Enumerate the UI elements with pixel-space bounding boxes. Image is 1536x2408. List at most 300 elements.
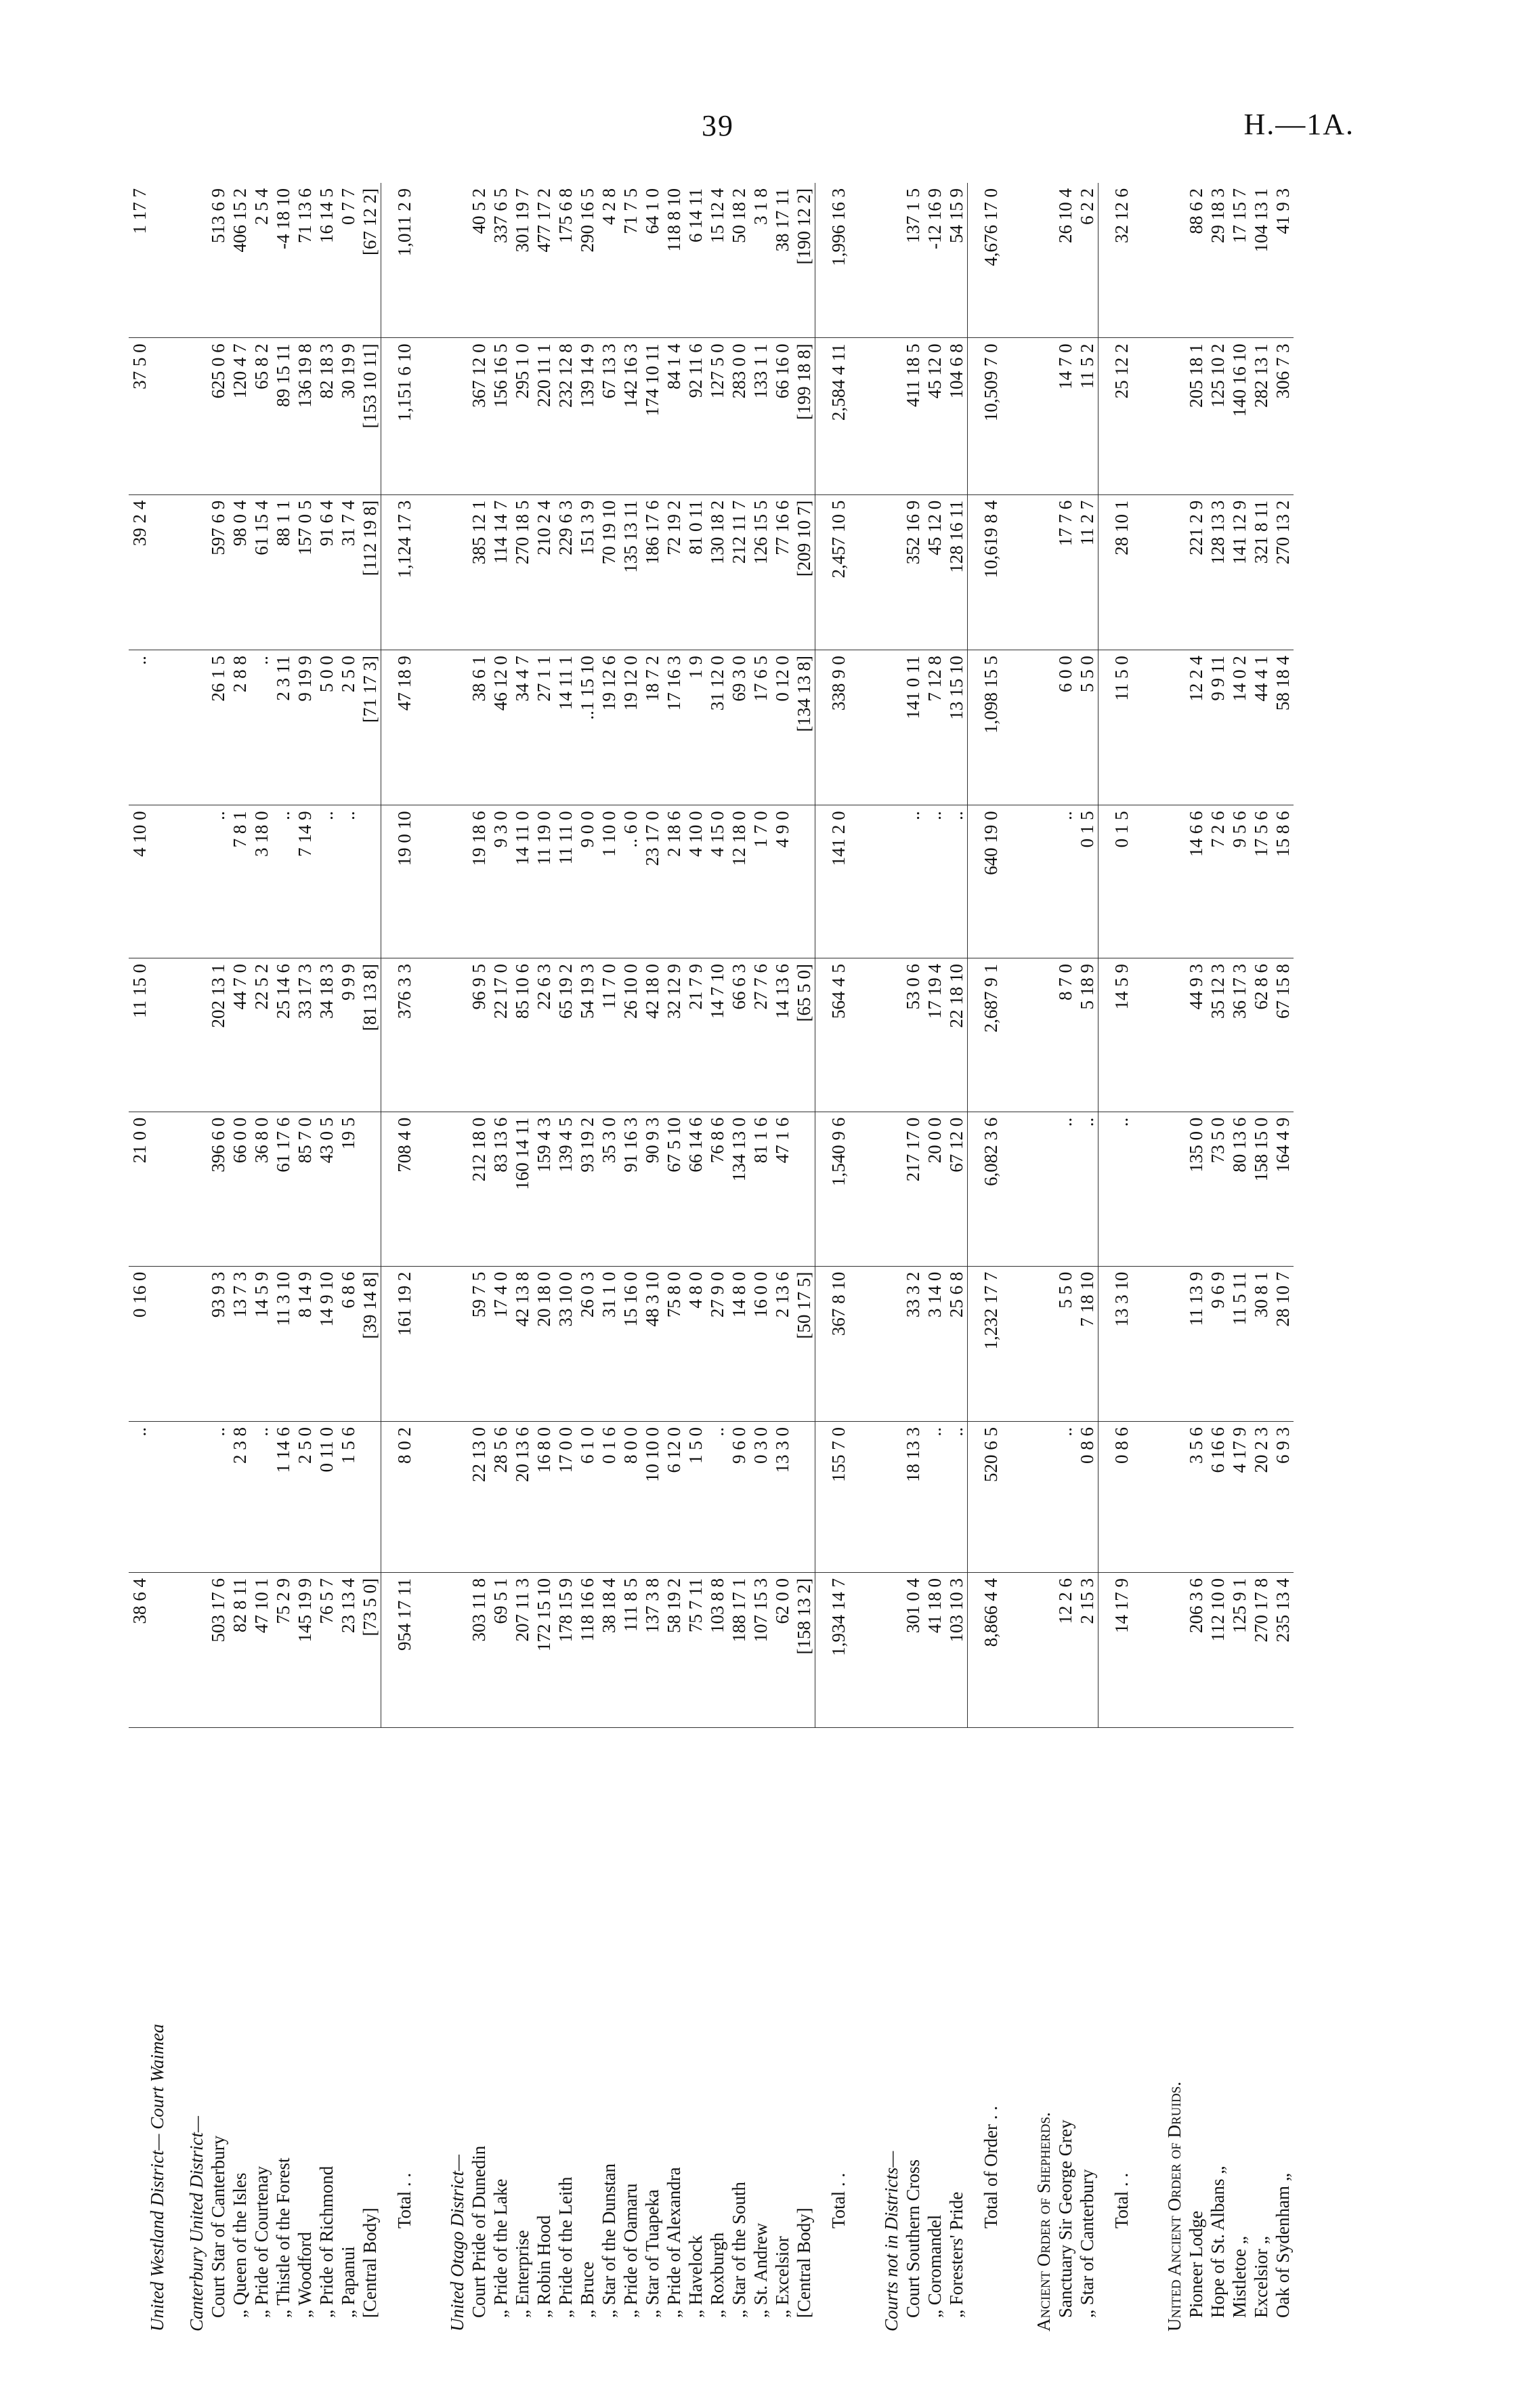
table-row <box>750 183 771 2337</box>
amount-cell: 477 17 2 <box>533 183 555 338</box>
amount-cell: 385 12 1 <box>468 494 490 650</box>
amount-cell: 2 13 6 <box>771 1266 793 1421</box>
amount-cell: 1,098 15 5 <box>968 650 1016 805</box>
amount-cell: 104 13 1 <box>1250 183 1272 338</box>
amount-cell: 134 13 0 <box>728 1112 750 1266</box>
amount-cell: 4,676 17 0 <box>968 183 1016 338</box>
amount-cell: 2 5 0 <box>337 650 359 805</box>
amount-cell: [50 17 5] <box>793 1266 815 1421</box>
amount-cell: 126 15 5 <box>750 494 771 650</box>
amount-cell: 0 1 6 <box>598 1422 620 1573</box>
amount-cell: 44 4 1 <box>1250 650 1272 805</box>
amount-cell: 32 12 6 <box>1098 183 1147 338</box>
amount-cell: 75 2 9 <box>272 1573 294 1728</box>
row-label: „ Pride of Alexandra <box>664 2167 684 2318</box>
amount-cell: 205 18 1 <box>1185 338 1207 494</box>
empty-cell <box>168 1112 207 1266</box>
amount-cell: 29 18 3 <box>1207 183 1229 338</box>
row-label: „ Papanui <box>338 2246 358 2318</box>
amount-cell: 210 2 4 <box>533 494 555 650</box>
amount-cell: 5 5 0 <box>1054 1266 1076 1421</box>
amount-cell: 10,509 7 0 <box>968 338 1016 494</box>
amount-cell: 7 18 10 <box>1076 1266 1098 1421</box>
row-label: „ Enterprise <box>512 2230 532 2318</box>
amount-cell: 47 18 9 <box>381 650 429 805</box>
amount-cell: 14 11 1 <box>555 650 576 805</box>
amount-cell: 8 7 0 <box>1054 958 1076 1112</box>
amount-cell: 9 0 0 <box>576 805 598 958</box>
amount-cell: .. <box>1076 1112 1098 1266</box>
amount-cell: 2 18 6 <box>663 805 685 958</box>
amount-cell: 137 1 5 <box>902 183 924 338</box>
amount-cell: 10,619 8 4 <box>968 494 1016 650</box>
amount-cell: 352 16 9 <box>902 494 924 650</box>
row-label: „ Star of Tuapeka <box>642 2189 662 2318</box>
amount-cell: 2,687 9 1 <box>968 958 1016 1112</box>
amount-cell: 81 1 6 <box>750 1112 771 1266</box>
amount-cell: [65 5 0] <box>793 958 815 1112</box>
amount-cell: 6 14 11 <box>685 183 706 338</box>
amount-cell: 1,011 2 9 <box>381 183 429 338</box>
empty-cell <box>429 1266 468 1421</box>
amount-cell: 270 13 2 <box>1272 494 1294 650</box>
amount-cell: 178 15 9 <box>555 1573 576 1728</box>
amount-cell <box>359 805 381 958</box>
row-label: „ Pride of Courtenay <box>251 2166 272 2318</box>
amount-cell: 14 9 10 <box>316 1266 337 1421</box>
table-row <box>337 183 359 2337</box>
amount-cell: 33 17 3 <box>294 958 316 1112</box>
amount-cell: .. <box>924 805 945 958</box>
amount-cell: 59 7 5 <box>468 1266 490 1421</box>
amount-cell: 22 5 2 <box>251 958 272 1112</box>
amount-cell: 104 6 8 <box>945 338 968 494</box>
empty-cell <box>863 1573 902 1728</box>
amount-cell: 303 11 8 <box>468 1573 490 1728</box>
amount-cell: 12 2 4 <box>1185 650 1207 805</box>
amount-cell: [153 10 11] <box>359 338 381 494</box>
page-number: 39 <box>702 109 734 142</box>
empty-cell <box>1015 1112 1054 1266</box>
amount-cell: 112 10 0 <box>1207 1573 1229 1728</box>
row-label: „ Queen of the Isles <box>230 2172 250 2318</box>
row-label: United Ancient Order of Druids. <box>1164 2082 1185 2331</box>
amount-cell: 85 10 6 <box>511 958 533 1112</box>
amount-cell: 6 9 3 <box>1272 1422 1294 1573</box>
table-row <box>207 183 229 2337</box>
amount-cell: 5 0 0 <box>316 650 337 805</box>
amount-cell: 14 17 9 <box>1098 1573 1147 1728</box>
amount-cell: 229 6 3 <box>555 494 576 650</box>
amount-cell: 120 4 7 <box>229 338 251 494</box>
amount-cell: 71 13 6 <box>294 183 316 338</box>
amount-cell: 54 19 3 <box>576 958 598 1112</box>
amount-cell: 15 12 4 <box>706 183 728 338</box>
amount-cell: 21 0 0 <box>129 1112 168 1266</box>
amount-cell: 20 2 3 <box>1250 1422 1272 1573</box>
empty-cell <box>863 650 902 805</box>
amount-cell: .. <box>316 805 337 958</box>
row-label: Oak of Sydenham „ <box>1273 2173 1293 2318</box>
amount-cell: 118 16 6 <box>576 1573 598 1728</box>
amount-cell: 26 10 4 <box>1054 183 1076 338</box>
amount-cell: .. <box>924 1422 945 1573</box>
amount-cell: 19 5 <box>337 1112 359 1266</box>
section-heading-row <box>863 183 902 2337</box>
empty-cell <box>168 1422 207 1573</box>
amount-cell: 33 10 0 <box>555 1266 576 1421</box>
row-label: [Central Body] <box>360 2208 380 2318</box>
empty-cell <box>168 958 207 1112</box>
amount-cell: 206 3 6 <box>1185 1573 1207 1728</box>
amount-cell: 30 19 9 <box>337 338 359 494</box>
amount-cell: 708 4 0 <box>381 1112 429 1266</box>
amount-cell: 140 16 10 <box>1229 338 1250 494</box>
empty-cell <box>1146 183 1185 338</box>
amount-cell: 135 0 0 <box>1185 1112 1207 1266</box>
amount-cell: 290 16 5 <box>576 183 598 338</box>
amount-cell: 188 17 1 <box>728 1573 750 1728</box>
amount-cell: 142 16 3 <box>620 338 641 494</box>
amount-cell: 43 0 5 <box>316 1112 337 1266</box>
amount-cell: 25 12 2 <box>1098 338 1147 494</box>
amount-cell: [71 17 3] <box>359 650 381 805</box>
row-label: Hope of St. Albans „ <box>1208 2166 1228 2318</box>
amount-cell: 1,540 9 6 <box>815 1112 863 1266</box>
table-row <box>1272 183 1294 2337</box>
empty-cell <box>1015 1573 1054 1728</box>
amount-cell: 161 19 2 <box>381 1266 429 1421</box>
row-label: United Westland District— Court Waimea <box>147 2023 167 2331</box>
amount-cell: [112 19 8] <box>359 494 381 650</box>
amount-cell: 22 18 10 <box>945 958 968 1112</box>
amount-cell: 6 2 2 <box>1076 183 1098 338</box>
amount-cell: 135 13 11 <box>620 494 641 650</box>
amount-cell: 82 8 11 <box>229 1573 251 1728</box>
amount-cell: 88 1 1 <box>272 494 294 650</box>
amount-cell: 9 5 6 <box>1229 805 1250 958</box>
amount-cell: 42 13 8 <box>511 1266 533 1421</box>
amount-cell: 9 19 9 <box>294 650 316 805</box>
amount-cell: 19 12 6 <box>598 650 620 805</box>
amount-cell: 9 9 11 <box>1207 650 1229 805</box>
amount-cell: 14 6 6 <box>1185 805 1207 958</box>
amount-cell: 40 5 2 <box>468 183 490 338</box>
table-row <box>229 183 251 2337</box>
empty-cell <box>1146 958 1185 1112</box>
amount-cell: 4 9 0 <box>771 805 793 958</box>
table-row <box>129 183 168 2337</box>
amount-cell: 136 19 8 <box>294 338 316 494</box>
empty-cell <box>168 1266 207 1421</box>
amount-cell: 0 1 5 <box>1076 805 1098 958</box>
amount-cell: 5 18 9 <box>1076 958 1098 1112</box>
amount-cell: 0 16 0 <box>129 1266 168 1421</box>
amount-cell: 0 8 6 <box>1076 1422 1098 1573</box>
table-row <box>924 183 945 2337</box>
table-row <box>251 183 272 2337</box>
amount-cell: 35 12 3 <box>1207 958 1229 1112</box>
row-label: Total . . <box>828 2172 849 2229</box>
amount-cell: 301 0 4 <box>902 1573 924 1728</box>
amount-cell: 0 11 0 <box>316 1422 337 1573</box>
amount-cell: 11 15 0 <box>129 958 168 1112</box>
amount-cell: 1 9 <box>685 650 706 805</box>
amount-cell: [73 5 0] <box>359 1573 381 1728</box>
empty-cell <box>863 1266 902 1421</box>
empty-cell <box>429 494 468 650</box>
amount-cell: 127 5 0 <box>706 338 728 494</box>
empty-cell <box>1146 1112 1185 1266</box>
amount-cell: 1 17 7 <box>129 183 168 338</box>
amount-cell: 2 3 8 <box>229 1422 251 1573</box>
amount-cell: 67 13 3 <box>598 338 620 494</box>
table-row <box>555 183 576 2337</box>
amount-cell: 11 5 11 <box>1229 1266 1250 1421</box>
amount-cell: 35 3 0 <box>598 1112 620 1266</box>
amount-cell: 114 14 7 <box>490 494 511 650</box>
empty-cell <box>168 494 207 650</box>
table-row <box>294 183 316 2337</box>
amount-cell: 11 5 0 <box>1098 650 1147 805</box>
row-label: „ Pride of Richmond <box>316 2166 337 2318</box>
amount-cell: 2,584 4 11 <box>815 338 863 494</box>
amount-cell: .. <box>129 1422 168 1573</box>
amount-cell: 625 0 6 <box>207 338 229 494</box>
row-label: „ Excelsior <box>772 2236 792 2318</box>
amount-cell: 503 17 6 <box>207 1573 229 1728</box>
amount-cell: 65 19 2 <box>555 958 576 1112</box>
row-label: Total . . <box>393 2172 414 2229</box>
empty-cell <box>863 958 902 1112</box>
amount-cell: 38 18 4 <box>598 1573 620 1728</box>
amount-cell: 4 10 0 <box>129 805 168 958</box>
empty-cell <box>1146 1266 1185 1421</box>
section-heading-row <box>1015 183 1054 2337</box>
amount-cell: 157 0 5 <box>294 494 316 650</box>
amount-cell: 38 6 4 <box>129 1573 168 1728</box>
amount-cell: 321 8 11 <box>1250 494 1272 650</box>
amount-cell: 14 13 6 <box>771 958 793 1112</box>
amount-cell: 4 2 8 <box>598 183 620 338</box>
row-label: „ Woodford <box>295 2231 315 2318</box>
amount-cell: 80 13 6 <box>1229 1112 1250 1266</box>
amount-cell: 13 15 10 <box>945 650 968 805</box>
amount-cell: 6 0 0 <box>1054 650 1076 805</box>
amount-cell: 65 8 2 <box>251 338 272 494</box>
amount-cell: 30 8 1 <box>1250 1266 1272 1421</box>
row-label: Mistletoe „ <box>1229 2236 1250 2318</box>
amount-cell: 93 19 2 <box>576 1112 598 1266</box>
amount-cell: 18 13 3 <box>902 1422 924 1573</box>
amount-cell: 6 12 0 <box>663 1422 685 1573</box>
amount-cell: 130 18 2 <box>706 494 728 650</box>
amount-cell: 0 8 6 <box>1098 1422 1147 1573</box>
empty-cell <box>429 1422 468 1573</box>
amount-cell: 16 14 5 <box>316 183 337 338</box>
amount-cell: 20 18 0 <box>533 1266 555 1421</box>
amount-cell: 141 12 9 <box>1229 494 1250 650</box>
amount-cell: 11 19 0 <box>533 805 555 958</box>
amount-cell: 13 3 0 <box>771 1422 793 1573</box>
amount-cell: 7 2 6 <box>1207 805 1229 958</box>
amount-cell: 64 1 0 <box>641 183 663 338</box>
amount-cell: .. <box>207 805 229 958</box>
empty-cell <box>863 338 902 494</box>
amount-cell: .. <box>945 1422 968 1573</box>
amount-cell: 125 10 2 <box>1207 338 1229 494</box>
amount-cell: 61 15 4 <box>251 494 272 650</box>
empty-cell <box>1146 650 1185 805</box>
empty-cell <box>429 1112 468 1266</box>
row-label: „ Robin Hood <box>534 2215 554 2318</box>
amount-cell: 4 10 0 <box>685 805 706 958</box>
table-row <box>728 183 750 2337</box>
amount-cell: 0 12 0 <box>771 650 793 805</box>
amount-cell: 71 7 5 <box>620 183 641 338</box>
empty-cell <box>863 1112 902 1266</box>
amount-cell: 27 9 0 <box>706 1266 728 1421</box>
amount-cell: 1,996 16 3 <box>815 183 863 338</box>
amount-cell: 13 7 3 <box>229 1266 251 1421</box>
empty-cell <box>1146 1573 1185 1728</box>
amount-cell: 133 1 1 <box>750 338 771 494</box>
amount-cell: 46 12 0 <box>490 650 511 805</box>
empty-cell <box>1146 494 1185 650</box>
amount-cell: 160 14 11 <box>511 1112 533 1266</box>
amount-cell: 23 17 0 <box>641 805 663 958</box>
amount-cell: 6 8 6 <box>337 1266 359 1421</box>
amount-cell: 17 15 7 <box>1229 183 1250 338</box>
table-row <box>793 183 815 2337</box>
amount-cell: 8 0 2 <box>381 1422 429 1573</box>
amount-cell: 91 6 4 <box>316 494 337 650</box>
amount-cell: 25 6 8 <box>945 1266 968 1421</box>
table-row <box>641 183 663 2337</box>
amount-cell: 28 10 7 <box>1272 1266 1294 1421</box>
amount-cell: 33 3 2 <box>902 1266 924 1421</box>
amount-cell: 53 0 6 <box>902 958 924 1112</box>
amount-cell: 141 2 0 <box>815 805 863 958</box>
amount-cell: 17 16 3 <box>663 650 685 805</box>
amount-cell: 1,232 17 7 <box>968 1266 1016 1421</box>
amount-cell: 11 13 9 <box>1185 1266 1207 1421</box>
amount-cell: 338 9 0 <box>815 650 863 805</box>
amount-cell: 221 2 9 <box>1185 494 1207 650</box>
amount-cell: 14 7 10 <box>706 958 728 1112</box>
amount-cell: 17 4 0 <box>490 1266 511 1421</box>
amount-cell: 597 6 9 <box>207 494 229 650</box>
row-label: [Central Body] <box>794 2208 814 2318</box>
amount-cell: 32 12 9 <box>663 958 685 1112</box>
empty-cell <box>429 958 468 1112</box>
amount-cell: 22 13 0 <box>468 1422 490 1573</box>
amount-cell: 19 0 10 <box>381 805 429 958</box>
amount-cell: 118 8 10 <box>663 183 685 338</box>
amount-cell: .. <box>207 1422 229 1573</box>
empty-cell <box>1015 650 1054 805</box>
amount-cell: .. <box>945 805 968 958</box>
total-row <box>1098 183 1147 2337</box>
amount-cell: 93 9 3 <box>207 1266 229 1421</box>
empty-cell <box>863 1422 902 1573</box>
amount-cell: 82 18 3 <box>316 338 337 494</box>
amount-cell: 22 6 3 <box>533 958 555 1112</box>
amount-cell: [67 12 2] <box>359 183 381 338</box>
amount-cell: 7 12 8 <box>924 650 945 805</box>
amount-cell: .. <box>272 805 294 958</box>
amount-cell: 2 15 3 <box>1076 1573 1098 1728</box>
amount-cell: 564 4 5 <box>815 958 863 1112</box>
amount-cell: -4 18 10 <box>272 183 294 338</box>
amount-cell: 17 5 6 <box>1250 805 1272 958</box>
amount-cell: 45 12 0 <box>924 338 945 494</box>
amount-cell: 217 17 0 <box>902 1112 924 1266</box>
amount-cell: 44 9 3 <box>1185 958 1207 1112</box>
amount-cell: 1 14 6 <box>272 1422 294 1573</box>
amount-cell: 1 10 0 <box>598 805 620 958</box>
amount-cell <box>359 1112 381 1266</box>
amount-cell: 520 6 5 <box>968 1422 1016 1573</box>
amount-cell: 66 6 3 <box>728 958 750 1112</box>
amount-cell: 235 13 4 <box>1272 1573 1294 1728</box>
amount-cell: 17 7 6 <box>1054 494 1076 650</box>
row-label: „ Roxburgh <box>707 2232 727 2318</box>
row-label: Court Pride of Dunedin <box>469 2145 489 2318</box>
amount-cell: .. <box>129 650 168 805</box>
amount-cell: 44 7 0 <box>229 958 251 1112</box>
amount-cell: 103 10 3 <box>945 1573 968 1728</box>
amount-cell: 295 1 0 <box>511 338 533 494</box>
empty-cell <box>429 183 468 338</box>
amount-cell: 5 5 0 <box>1076 650 1098 805</box>
table-row <box>1054 183 1076 2337</box>
amount-cell: 58 19 2 <box>663 1573 685 1728</box>
amount-cell: [199 18 8] <box>793 338 815 494</box>
row-label: „ Havelock <box>685 2235 706 2318</box>
table-row <box>1076 183 1098 2337</box>
amount-cell: 62 8 6 <box>1250 958 1272 1112</box>
amount-cell: 3 14 0 <box>924 1266 945 1421</box>
amount-cell: [39 14 8] <box>359 1266 381 1421</box>
table-row <box>1207 183 1229 2337</box>
amount-cell: 640 19 0 <box>968 805 1016 958</box>
row-label: Court Southern Cross <box>903 2159 923 2318</box>
empty-cell <box>1015 1266 1054 1421</box>
amount-cell: 3 18 0 <box>251 805 272 958</box>
amount-cell: 186 17 6 <box>641 494 663 650</box>
amount-cell: 8 0 0 <box>620 1422 641 1573</box>
amount-cell: 158 15 0 <box>1250 1112 1272 1266</box>
amount-cell: 1,124 17 3 <box>381 494 429 650</box>
row-label: Ancient Order of Shepherds. <box>1033 2112 1054 2331</box>
amount-cell: 1,934 14 7 <box>815 1573 863 1728</box>
amount-cell: 17 0 0 <box>555 1422 576 1573</box>
amount-cell: 15 16 0 <box>620 1266 641 1421</box>
table-row <box>1185 183 1207 2337</box>
amount-cell: 48 3 10 <box>641 1266 663 1421</box>
empty-cell <box>863 805 902 958</box>
amount-cell: 45 12 0 <box>924 494 945 650</box>
amount-cell: 270 18 5 <box>511 494 533 650</box>
amount-cell: 7 14 9 <box>294 805 316 958</box>
total-row <box>968 183 1016 2337</box>
empty-cell <box>168 338 207 494</box>
amount-cell: 83 13 6 <box>490 1112 511 1266</box>
empty-cell <box>429 338 468 494</box>
amount-cell: 47 10 1 <box>251 1573 272 1728</box>
amount-cell: 2 5 4 <box>251 183 272 338</box>
